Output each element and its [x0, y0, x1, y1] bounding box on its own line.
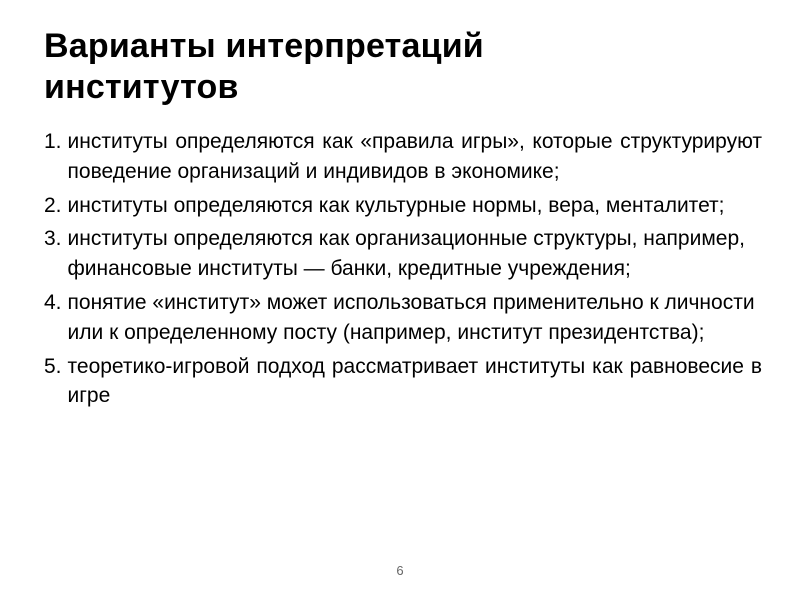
- list-item-text: институты определяются как «правила игры», которые структурируют поведение организаций и индивидов в экономике;: [67, 129, 762, 183]
- list-item: [44, 352, 762, 412]
- list-item-marker: 2.: [44, 193, 62, 217]
- list-item-marker: 4.: [44, 291, 62, 314]
- list-item: [44, 288, 762, 348]
- list-item-marker: 3.: [44, 227, 62, 251]
- list-item: [44, 224, 762, 284]
- interpretation-list: [44, 127, 762, 411]
- list-item: [44, 191, 762, 221]
- page-number: 6: [396, 563, 404, 578]
- list-item-text: понятие «институт» может использоваться применительно к личности или к определенному посту (например, институт президентства);: [67, 291, 755, 344]
- list-item-text: теоретико-игровой подход рассматривает институты как равновесие в игре: [67, 354, 762, 408]
- list-item-text: институты определяются как культурные нормы, вера, менталитет;: [67, 193, 725, 217]
- list-item-marker: 1.: [44, 129, 62, 153]
- page-title: Варианты интерпретаций институтов: [44, 27, 484, 107]
- list-item-text: институты определяются как организационные структуры, например, финансовые институты — банки, кредитные учреждения;: [67, 227, 745, 281]
- list-item-marker: 5.: [44, 354, 62, 378]
- list-item: [44, 127, 762, 187]
